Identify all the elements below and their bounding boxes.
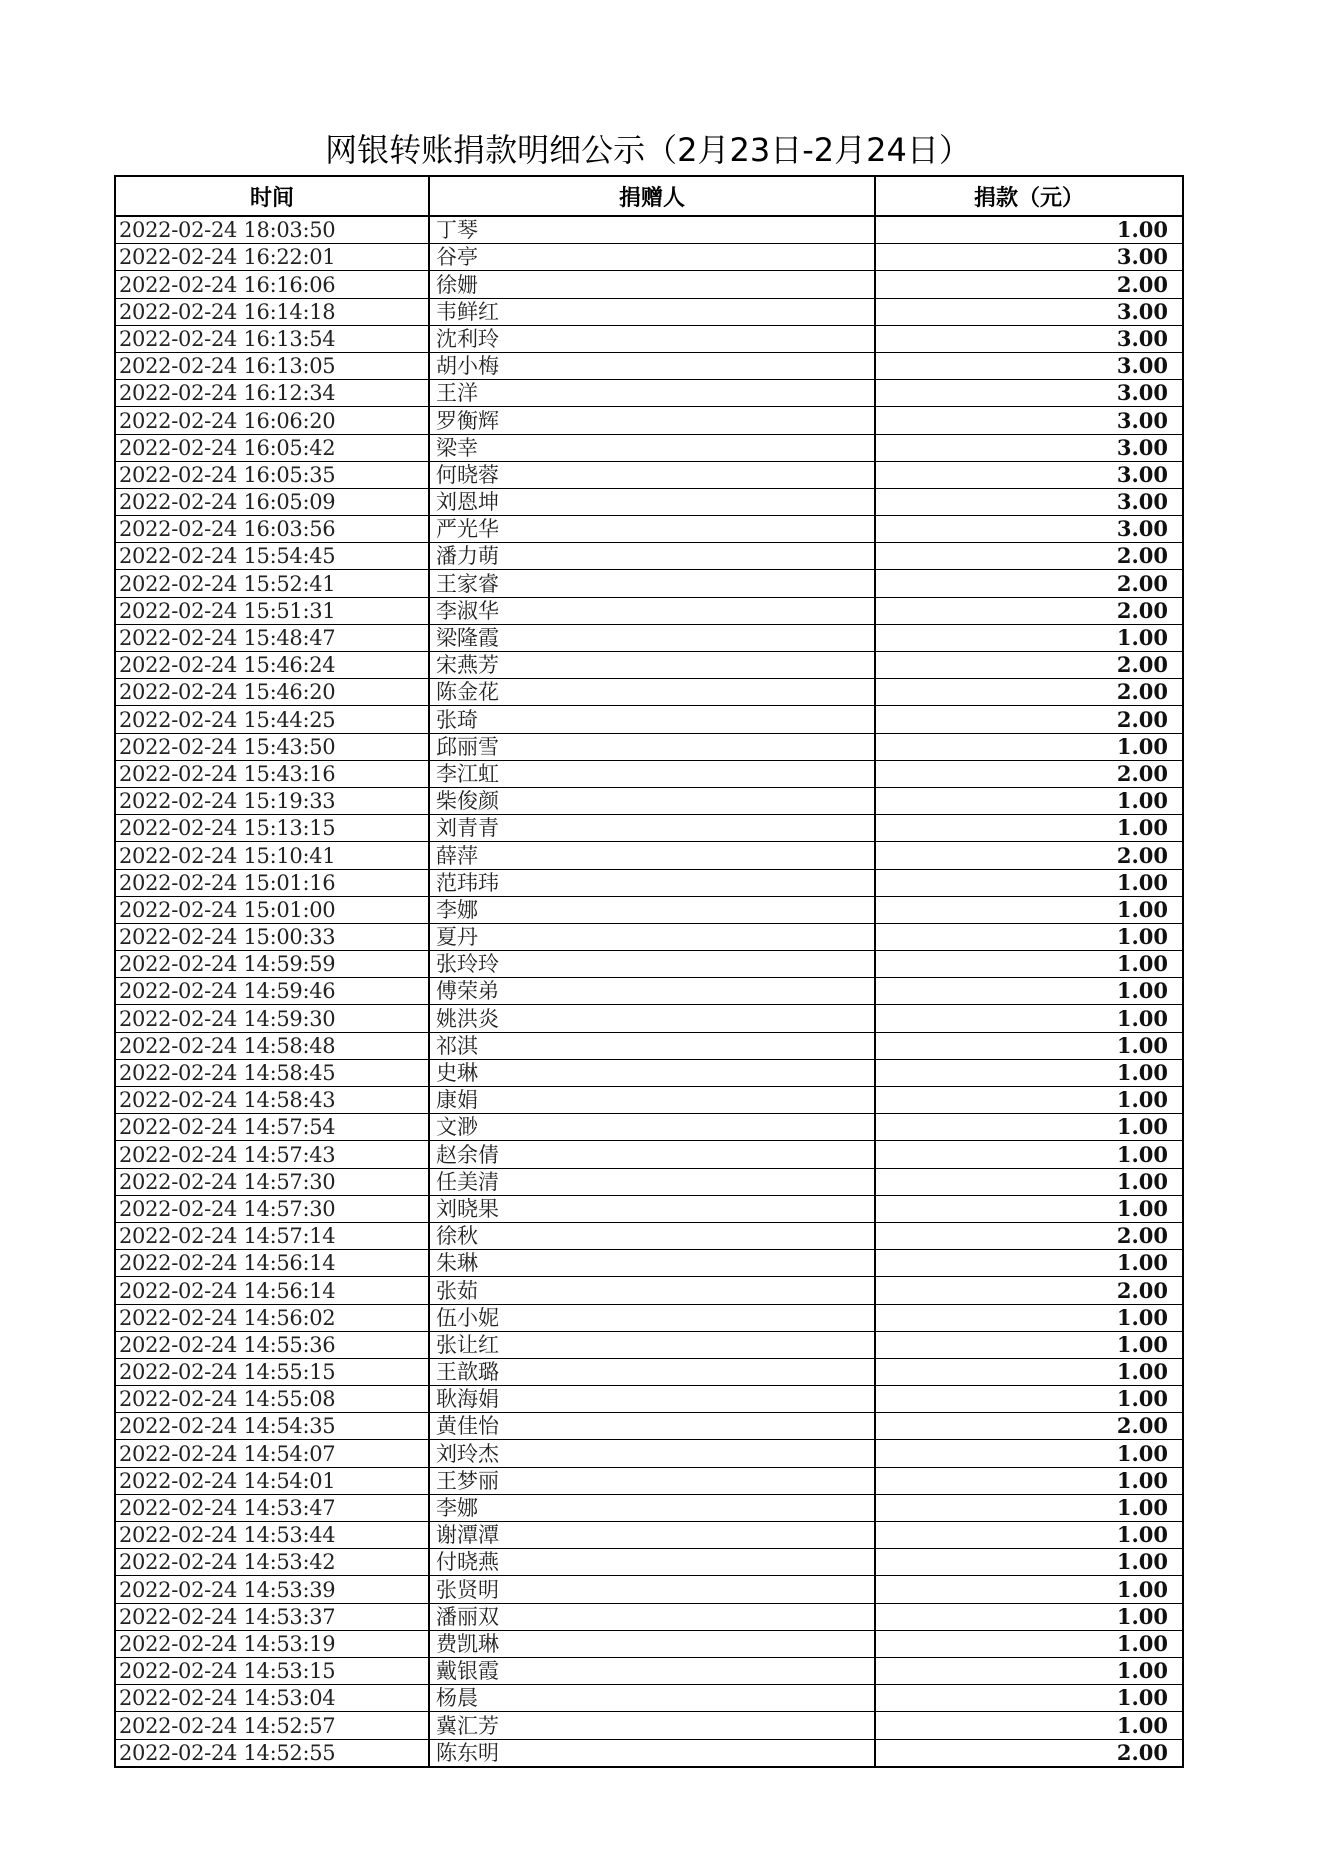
cell-time: 2022-02-24 14:54:07 [115, 1440, 429, 1467]
cell-amount: 1.00 [875, 1358, 1183, 1385]
table-row [115, 1576, 1183, 1603]
cell-amount: 1.00 [875, 1114, 1183, 1141]
cell-donor: 潘丽双 [429, 1603, 875, 1630]
cell-time: 2022-02-24 14:55:15 [115, 1358, 429, 1385]
cell-amount: 1.00 [875, 1712, 1183, 1739]
cell-time: 2022-02-24 15:13:15 [115, 815, 429, 842]
cell-time: 2022-02-24 14:54:35 [115, 1413, 429, 1440]
table-row [115, 1386, 1183, 1413]
table-row [115, 706, 1183, 733]
cell-donor: 范玮玮 [429, 869, 875, 896]
table-row [115, 1277, 1183, 1304]
cell-amount: 3.00 [875, 352, 1183, 379]
table-row [115, 760, 1183, 787]
cell-amount: 1.00 [875, 1440, 1183, 1467]
table-row [115, 869, 1183, 896]
cell-donor: 付晓燕 [429, 1549, 875, 1576]
table-row [115, 652, 1183, 679]
cell-donor: 任美清 [429, 1168, 875, 1195]
cell-time: 2022-02-24 15:48:47 [115, 624, 429, 651]
cell-time: 2022-02-24 16:05:42 [115, 434, 429, 461]
cell-amount: 2.00 [875, 679, 1183, 706]
cell-donor: 张茹 [429, 1277, 875, 1304]
cell-donor: 史琳 [429, 1059, 875, 1086]
table-header-row [115, 176, 1183, 216]
table-row [115, 434, 1183, 461]
table-row [115, 1114, 1183, 1141]
cell-time: 2022-02-24 14:59:46 [115, 978, 429, 1005]
cell-donor: 宋燕芳 [429, 652, 875, 679]
cell-time: 2022-02-24 15:19:33 [115, 787, 429, 814]
cell-donor: 夏丹 [429, 923, 875, 950]
cell-amount: 1.00 [875, 216, 1183, 244]
cell-time: 2022-02-24 14:54:01 [115, 1467, 429, 1494]
cell-donor: 戴银霞 [429, 1657, 875, 1684]
cell-amount: 1.00 [875, 815, 1183, 842]
cell-donor: 薛萍 [429, 842, 875, 869]
cell-time: 2022-02-24 14:59:30 [115, 1005, 429, 1032]
cell-donor: 沈利玲 [429, 325, 875, 352]
cell-donor: 李淑华 [429, 597, 875, 624]
cell-time: 2022-02-24 15:43:16 [115, 760, 429, 787]
cell-time: 2022-02-24 14:53:42 [115, 1549, 429, 1576]
table-row [115, 516, 1183, 543]
table-row [115, 1549, 1183, 1576]
table-row [115, 380, 1183, 407]
table-row [115, 488, 1183, 515]
table-row [115, 1739, 1183, 1767]
table-row [115, 1657, 1183, 1684]
cell-time: 2022-02-24 14:56:02 [115, 1304, 429, 1331]
cell-donor: 罗衡辉 [429, 407, 875, 434]
cell-donor: 何晓蓉 [429, 461, 875, 488]
table-row [115, 244, 1183, 271]
table-row [115, 1168, 1183, 1195]
table-row [115, 679, 1183, 706]
cell-time: 2022-02-24 14:55:08 [115, 1386, 429, 1413]
cell-donor: 徐秋 [429, 1222, 875, 1249]
cell-amount: 2.00 [875, 1277, 1183, 1304]
cell-time: 2022-02-24 16:06:20 [115, 407, 429, 434]
table-row [115, 1005, 1183, 1032]
table-row [115, 325, 1183, 352]
cell-donor: 刘青青 [429, 815, 875, 842]
cell-donor: 胡小梅 [429, 352, 875, 379]
cell-amount: 1.00 [875, 1141, 1183, 1168]
cell-time: 2022-02-24 14:55:36 [115, 1331, 429, 1358]
table-row [115, 597, 1183, 624]
table-body [115, 216, 1183, 1767]
cell-time: 2022-02-24 14:58:48 [115, 1032, 429, 1059]
cell-time: 2022-02-24 16:16:06 [115, 271, 429, 298]
cell-amount: 3.00 [875, 325, 1183, 352]
cell-time: 2022-02-24 14:53:44 [115, 1522, 429, 1549]
cell-donor: 姚洪炎 [429, 1005, 875, 1032]
cell-donor: 张贤明 [429, 1576, 875, 1603]
cell-time: 2022-02-24 15:44:25 [115, 706, 429, 733]
cell-amount: 2.00 [875, 652, 1183, 679]
table-row [115, 543, 1183, 570]
cell-donor: 黄佳怡 [429, 1413, 875, 1440]
cell-amount: 2.00 [875, 1222, 1183, 1249]
cell-amount: 2.00 [875, 760, 1183, 787]
cell-time: 2022-02-24 14:53:15 [115, 1657, 429, 1684]
cell-time: 2022-02-24 14:57:43 [115, 1141, 429, 1168]
cell-amount: 3.00 [875, 516, 1183, 543]
cell-time: 2022-02-24 16:03:56 [115, 516, 429, 543]
table-row [115, 1032, 1183, 1059]
cell-amount: 2.00 [875, 543, 1183, 570]
cell-amount: 1.00 [875, 787, 1183, 814]
cell-donor: 朱琳 [429, 1250, 875, 1277]
cell-time: 2022-02-24 16:14:18 [115, 298, 429, 325]
cell-donor: 文渺 [429, 1114, 875, 1141]
cell-donor: 李江虹 [429, 760, 875, 787]
table-row [115, 842, 1183, 869]
cell-time: 2022-02-24 16:13:05 [115, 352, 429, 379]
table-row [115, 787, 1183, 814]
table-row [115, 271, 1183, 298]
cell-amount: 1.00 [875, 978, 1183, 1005]
cell-time: 2022-02-24 15:51:31 [115, 597, 429, 624]
cell-amount: 2.00 [875, 570, 1183, 597]
table-row [115, 1630, 1183, 1657]
cell-donor: 梁隆霞 [429, 624, 875, 651]
table-row [115, 298, 1183, 325]
cell-time: 2022-02-24 16:05:35 [115, 461, 429, 488]
cell-amount: 3.00 [875, 407, 1183, 434]
cell-time: 2022-02-24 16:12:34 [115, 380, 429, 407]
cell-time: 2022-02-24 14:59:59 [115, 951, 429, 978]
cell-amount: 3.00 [875, 488, 1183, 515]
cell-donor: 谢潭潭 [429, 1522, 875, 1549]
cell-amount: 1.00 [875, 1005, 1183, 1032]
cell-donor: 王梦丽 [429, 1467, 875, 1494]
cell-time: 2022-02-24 15:52:41 [115, 570, 429, 597]
cell-time: 2022-02-24 14:53:39 [115, 1576, 429, 1603]
cell-amount: 1.00 [875, 624, 1183, 651]
cell-donor: 梁幸 [429, 434, 875, 461]
table-row [115, 461, 1183, 488]
cell-donor: 刘晓果 [429, 1195, 875, 1222]
cell-amount: 1.00 [875, 733, 1183, 760]
table-row [115, 1358, 1183, 1385]
table-row [115, 1059, 1183, 1086]
cell-time: 2022-02-24 14:57:30 [115, 1195, 429, 1222]
cell-amount: 1.00 [875, 1250, 1183, 1277]
cell-amount: 1.00 [875, 1685, 1183, 1712]
cell-donor: 王洋 [429, 380, 875, 407]
cell-amount: 1.00 [875, 1549, 1183, 1576]
cell-time: 2022-02-24 14:56:14 [115, 1277, 429, 1304]
cell-amount: 2.00 [875, 1739, 1183, 1767]
cell-amount: 1.00 [875, 1494, 1183, 1521]
table-row [115, 1222, 1183, 1249]
table-row [115, 1195, 1183, 1222]
cell-time: 2022-02-24 14:52:57 [115, 1712, 429, 1739]
cell-amount: 1.00 [875, 1059, 1183, 1086]
cell-donor: 王家睿 [429, 570, 875, 597]
cell-amount: 1.00 [875, 1657, 1183, 1684]
cell-amount: 1.00 [875, 923, 1183, 950]
table-row [115, 570, 1183, 597]
table-row [115, 1250, 1183, 1277]
table-row [115, 1685, 1183, 1712]
table-row [115, 1141, 1183, 1168]
cell-time: 2022-02-24 14:53:47 [115, 1494, 429, 1521]
cell-amount: 1.00 [875, 1087, 1183, 1114]
cell-amount: 2.00 [875, 271, 1183, 298]
table-row [115, 1087, 1183, 1114]
cell-amount: 2.00 [875, 842, 1183, 869]
table-row [115, 216, 1183, 244]
cell-donor: 柴俊颜 [429, 787, 875, 814]
column-header-amount: 捐款（元） [875, 176, 1183, 216]
table-row [115, 352, 1183, 379]
cell-amount: 3.00 [875, 434, 1183, 461]
cell-donor: 康娟 [429, 1087, 875, 1114]
cell-donor: 张琦 [429, 706, 875, 733]
cell-time: 2022-02-24 14:58:45 [115, 1059, 429, 1086]
page-title: 网银转账捐款明细公示（2月23日-2月24日） [325, 131, 971, 169]
cell-amount: 1.00 [875, 1467, 1183, 1494]
cell-donor: 张玲玲 [429, 951, 875, 978]
cell-amount: 1.00 [875, 1168, 1183, 1195]
cell-time: 2022-02-24 15:10:41 [115, 842, 429, 869]
cell-time: 2022-02-24 14:58:43 [115, 1087, 429, 1114]
cell-donor: 邱丽雪 [429, 733, 875, 760]
cell-amount: 1.00 [875, 1603, 1183, 1630]
cell-donor: 刘玲杰 [429, 1440, 875, 1467]
cell-donor: 李娜 [429, 896, 875, 923]
table-row [115, 978, 1183, 1005]
cell-donor: 陈金花 [429, 679, 875, 706]
cell-amount: 1.00 [875, 1522, 1183, 1549]
cell-amount: 2.00 [875, 706, 1183, 733]
cell-donor: 谷亭 [429, 244, 875, 271]
cell-amount: 1.00 [875, 1032, 1183, 1059]
table-row [115, 1413, 1183, 1440]
cell-donor: 刘恩坤 [429, 488, 875, 515]
cell-time: 2022-02-24 14:56:14 [115, 1250, 429, 1277]
cell-donor: 王歆璐 [429, 1358, 875, 1385]
cell-amount: 1.00 [875, 896, 1183, 923]
cell-amount: 3.00 [875, 298, 1183, 325]
cell-donor: 陈东明 [429, 1739, 875, 1767]
cell-time: 2022-02-24 15:54:45 [115, 543, 429, 570]
table-row [115, 1603, 1183, 1630]
column-header-time: 时间 [115, 176, 429, 216]
cell-time: 2022-02-24 15:00:33 [115, 923, 429, 950]
table-row [115, 1467, 1183, 1494]
table-row [115, 1522, 1183, 1549]
cell-amount: 2.00 [875, 1413, 1183, 1440]
cell-donor: 严光华 [429, 516, 875, 543]
cell-time: 2022-02-24 14:53:37 [115, 1603, 429, 1630]
cell-amount: 1.00 [875, 1576, 1183, 1603]
table-row [115, 1304, 1183, 1331]
cell-time: 2022-02-24 16:22:01 [115, 244, 429, 271]
table-row [115, 1494, 1183, 1521]
cell-time: 2022-02-24 15:01:16 [115, 869, 429, 896]
cell-time: 2022-02-24 14:53:04 [115, 1685, 429, 1712]
cell-time: 2022-02-24 14:57:14 [115, 1222, 429, 1249]
cell-donor: 徐姗 [429, 271, 875, 298]
table-row [115, 1331, 1183, 1358]
cell-donor: 祁淇 [429, 1032, 875, 1059]
table-row [115, 815, 1183, 842]
cell-amount: 1.00 [875, 1304, 1183, 1331]
cell-amount: 3.00 [875, 380, 1183, 407]
donation-table [114, 175, 1184, 1768]
cell-amount: 3.00 [875, 461, 1183, 488]
cell-time: 2022-02-24 14:57:54 [115, 1114, 429, 1141]
cell-time: 2022-02-24 15:46:24 [115, 652, 429, 679]
cell-amount: 1.00 [875, 1386, 1183, 1413]
cell-time: 2022-02-24 15:46:20 [115, 679, 429, 706]
cell-donor: 韦鲜红 [429, 298, 875, 325]
cell-amount: 2.00 [875, 597, 1183, 624]
cell-amount: 1.00 [875, 951, 1183, 978]
cell-time: 2022-02-24 15:43:50 [115, 733, 429, 760]
cell-time: 2022-02-24 16:13:54 [115, 325, 429, 352]
table-row [115, 1440, 1183, 1467]
cell-donor: 赵余倩 [429, 1141, 875, 1168]
cell-amount: 1.00 [875, 869, 1183, 896]
cell-time: 2022-02-24 14:53:19 [115, 1630, 429, 1657]
cell-time: 2022-02-24 15:01:00 [115, 896, 429, 923]
cell-time: 2022-02-24 18:03:50 [115, 216, 429, 244]
cell-donor: 张让红 [429, 1331, 875, 1358]
table-row [115, 896, 1183, 923]
table-row [115, 951, 1183, 978]
table-row [115, 1712, 1183, 1739]
cell-donor: 丁琴 [429, 216, 875, 244]
cell-amount: 1.00 [875, 1630, 1183, 1657]
table-row [115, 733, 1183, 760]
cell-amount: 1.00 [875, 1331, 1183, 1358]
table-row [115, 624, 1183, 651]
cell-donor: 潘力萌 [429, 543, 875, 570]
cell-donor: 李娜 [429, 1494, 875, 1521]
table-row [115, 407, 1183, 434]
table-row [115, 923, 1183, 950]
cell-donor: 冀汇芳 [429, 1712, 875, 1739]
cell-donor: 傅荣弟 [429, 978, 875, 1005]
cell-donor: 费凯琳 [429, 1630, 875, 1657]
cell-time: 2022-02-24 14:57:30 [115, 1168, 429, 1195]
column-header-donor: 捐赠人 [429, 176, 875, 216]
cell-donor: 杨晨 [429, 1685, 875, 1712]
cell-donor: 伍小妮 [429, 1304, 875, 1331]
cell-donor: 耿海娟 [429, 1386, 875, 1413]
cell-time: 2022-02-24 14:52:55 [115, 1739, 429, 1767]
cell-amount: 3.00 [875, 244, 1183, 271]
cell-amount: 1.00 [875, 1195, 1183, 1222]
cell-time: 2022-02-24 16:05:09 [115, 488, 429, 515]
